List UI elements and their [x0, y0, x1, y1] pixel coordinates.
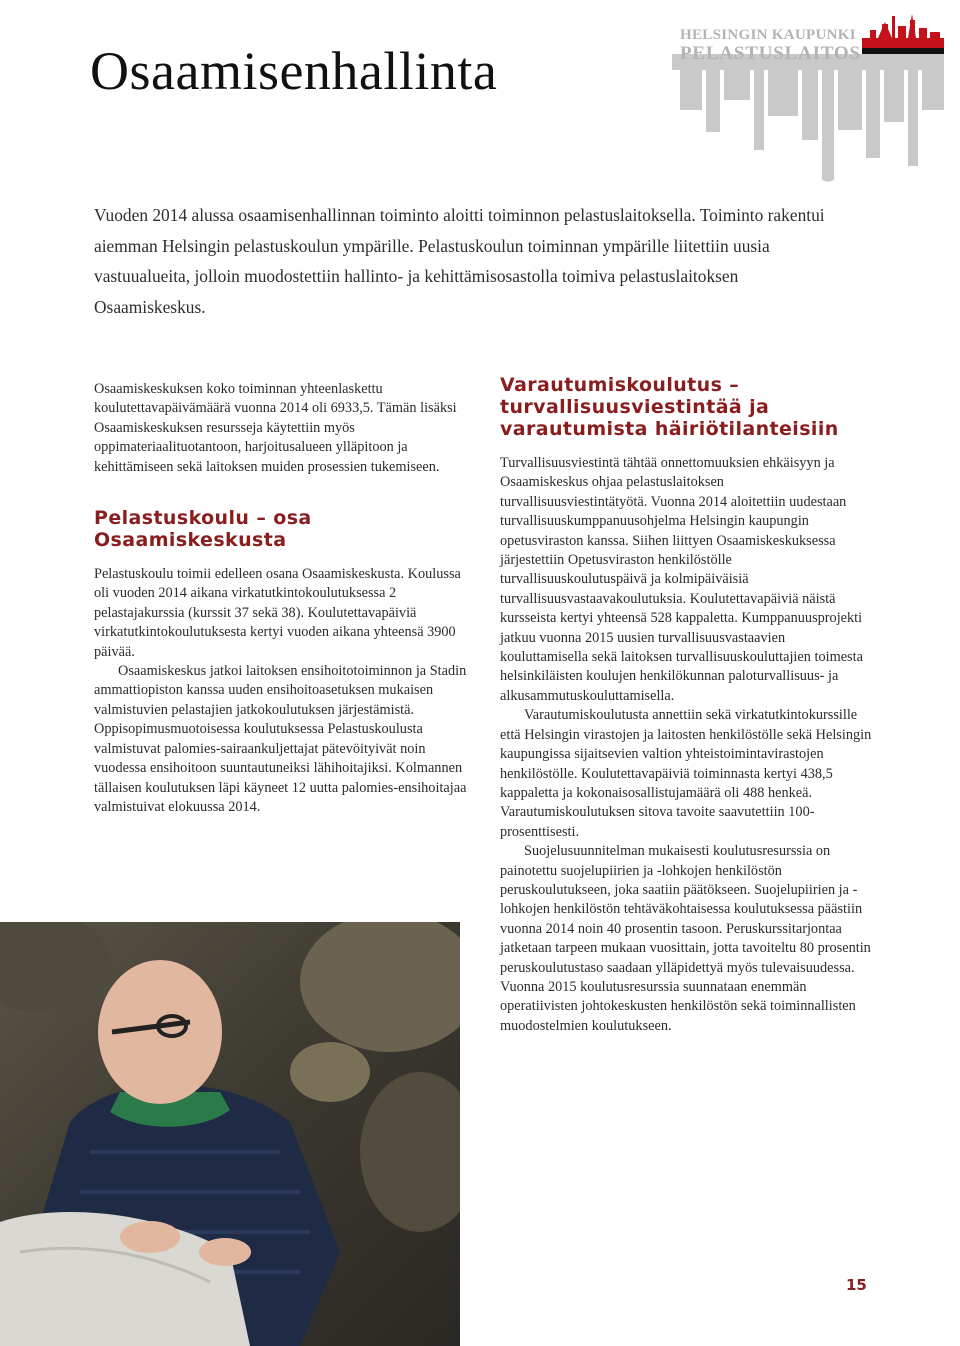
section-heading-varautumiskoulutus: Varautumiskoulutus – turvallisuusviestintää ja varautumista häiriötilanteisiin — [500, 374, 839, 440]
left-paragraph-3: Osaamiskeskus jatkoi laitoksen ensihoitotoiminnon ja Stadin ammattiopiston kanssa uuden ensihoitoasetuksen mukaisen valmistuvien pelastajien jatkokoulutuksen järjestämistä. Oppisopimusmuotoisessa koulutuksessa Pelastuskoulusta valmistuvat palomies-sairaankuljettajat pätevöityivät noin vuodessa ensihoitoon suuntautuneiksi lähihoitajiksi. Kolmannen tällaisen koulutuksen läpi käyneet 12 uutta palomies-ensihoitajaa valmistuivat elokuussa 2014. — [94, 663, 467, 815]
training-photo — [0, 922, 460, 1346]
right-column — [500, 374, 872, 1036]
page-title: Osaamisenhallinta — [90, 41, 498, 101]
left-paragraph-1: Osaamiskeskuksen koko toiminnan yhteenlaskettu koulutettavapäivämäärä vuonna 2014 oli 6933,5. Tämän lisäksi Osaamiskeskuksen resursseja käytettiin myös oppimateriaalituotantoon, harjoitusalueen ylläpitoon ja kehittämiseen sekä laitoksen muiden prosessien tukemiseen. — [94, 381, 457, 475]
right-paragraph-2: Varautumiskoulutusta annettiin sekä virkatutkintokurssille että Helsingin virastojen ja laitosten henkilöstölle sekä Helsingin kaupungissa sijaitsevien valtion yhteistoimintavirastojen henkilöstölle. Koulutettavapäiviä toiminnasta kertyi 438,5 kappaletta ja kokonaisosallistujamäärä oli 488 henkeä. Varautumiskoulutuksen sitova tavoite saavutettiin 100-prosenttisesti. — [500, 707, 872, 840]
logo-line-1: HELSINGIN KAUPUNKI — [680, 27, 856, 43]
left-paragraph-2: Pelastuskoulu toimii edelleen osana Osaamiskeskusta. Koulussa oli vuoden 2014 aikana virkatutkintokoulutuksessa 2 pelastajakurssia (kurssit 37 sekä 38). Koulutettavapäiviä virkatutkintokoulutuksesta kertyi vuoden aikana yhteensä 3900 päivää. — [94, 566, 461, 660]
right-paragraph-3: Suojelusuunnitelman mukaisesti koulutusresurssia on painotettu suojelupiirien ja -lohkojen henkilöstön peruskoulutukseen, joka saatiin päätökseen. Suojelupiirien ja -lohkojen henkilöstön tehtäväkohtaisessa koulutuksessa päästiin vuonna 2014 noin 40 prosentin tasoon. Peruskurssitarjontaa jatketaan tarpeen mukaan vuosittain, jotta tavoiteltu 80 prosentin peruskoulutustaso saadaan ylläpidettyä myös tulevaisuudessa. Vuonna 2015 koulutusresurssia suunnataan enemmän operatiivisten johtokeskusten henkilöstön sekä toiminnallisten muodostelmien koulutukseen. — [500, 843, 871, 1034]
left-column — [94, 380, 470, 817]
logo-line-2: PELASTUSLAITOS — [680, 43, 861, 64]
organization-logo — [672, 12, 944, 182]
page-number: 15 — [846, 1276, 867, 1294]
right-paragraph-1: Turvallisuusviestintä tähtää onnettomuuksien ehkäisyyn ja Osaamiskeskus ohjaa pelastuslaitoksen turvallisuusviestintätyötä. Vuonna 2014 aloitettiin uudestaan turvallisuuskumppanuusohjelma Helsingin kaupungin opetusviraston kanssa. Siihen liittyen Osaamiskeskuksessa järjestettiin Opetusviraston henkilöstölle turvallisuuskoulutuspäivä ja kolmipäiväisiä turvallisuusvastaavakoulutuksia. Koulutettavapäiviä näistä kursseista kertyi yhteensä 528 kappaletta. Kumppanuusprojekti jatkuu vuonna 2015 uusien turvallisuusvastaavien kouluttamisella sekä laitoksen turvallisuuskouluttajien toimesta helsinkiläisten koulujen henkilökunnan paloturvallisuus- ja alkusammutuskouluttamisella. — [500, 455, 863, 704]
section-heading-pelastuskoulu: Pelastuskoulu – osa Osaamiskeskusta — [94, 507, 312, 552]
intro-paragraph: Vuoden 2014 alussa osaamisenhallinnan toiminto aloitti toiminnon pelastuslaitoksella. Toiminto rakentui aiemman Helsingin pelastuskoulun ympärille. Pelastuskoulun toiminnan ympärille liitettiin uusia vastuualueita, jolloin muodostettiin hallinto- ja kehittämisosastolla toimiva pelastuslaitoksen Osaamiskeskus. — [94, 205, 825, 317]
